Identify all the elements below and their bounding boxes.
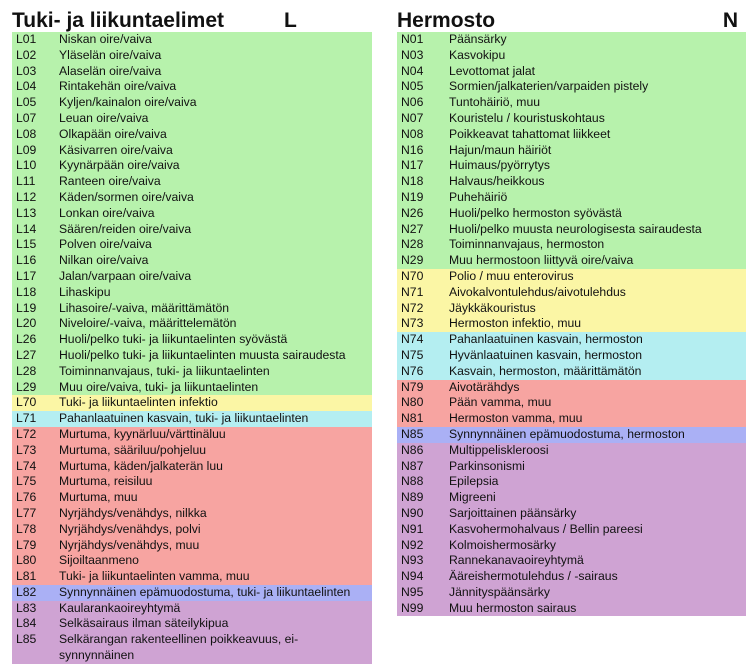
item-description: Kyynärpään oire/vaiva: [59, 158, 180, 173]
item-description: Selkärangan rakenteellinen poikkeavuus, ei-synnynnäinen: [59, 632, 299, 663]
list-item: [12, 348, 372, 364]
item-code: L12: [16, 189, 37, 204]
item-description: Polio / muu enterovirus: [449, 268, 574, 283]
item-code: L27: [16, 347, 37, 362]
list-item: [397, 143, 746, 159]
list-item: [397, 538, 746, 554]
item-code: L75: [16, 474, 37, 489]
list-item: [397, 237, 746, 253]
item-code: L02: [16, 47, 37, 62]
list-item: [12, 585, 372, 601]
item-code: L05: [16, 95, 37, 110]
item-description: Nyrjähdys/venähdys, polvi: [59, 521, 201, 536]
item-description: Leuan oire/vaiva: [59, 110, 149, 125]
item-description: Toiminnanvajaus, tuki- ja liikuntaelinten: [59, 363, 270, 378]
item-code: L19: [16, 300, 37, 315]
item-description: Multippeliskleroosi: [449, 442, 549, 457]
item-code: N70: [401, 268, 424, 283]
list-item: [12, 237, 372, 253]
item-description: Nilkan oire/vaiva: [59, 253, 149, 268]
list-item: [397, 206, 746, 222]
item-code: L26: [16, 332, 37, 347]
item-description: Muu hermostoon liittyvä oire/vaiva: [449, 253, 634, 268]
panel-code: L: [284, 9, 297, 32]
item-code: N76: [401, 363, 424, 378]
list-item: [12, 253, 372, 269]
list-item: [397, 443, 746, 459]
item-description: Tuntohäiriö, muu: [449, 95, 541, 110]
list-item: [12, 158, 372, 174]
item-description: Huoli/pelko tuki- ja liikuntaelinten muusta sairaudesta: [59, 347, 346, 362]
panel-title: Hermosto: [397, 9, 496, 32]
list-item: [12, 427, 372, 443]
item-code: N01: [401, 32, 424, 46]
item-description: Halvaus/heikkous: [449, 174, 545, 189]
list-item: [12, 79, 372, 95]
list-item: [12, 316, 372, 332]
list-item: [397, 474, 746, 490]
item-description: Jännityspäänsärky: [449, 584, 550, 599]
item-description: Nyrjähdys/venähdys, muu: [59, 537, 200, 552]
item-description: Rannekanavaoireyhtymä: [449, 553, 584, 568]
item-description: Murtuma, sääriluu/pohjeluu: [59, 442, 207, 457]
list-item: [397, 395, 746, 411]
item-code: L07: [16, 110, 37, 125]
item-description: Parkinsonismi: [449, 458, 525, 473]
item-description: Kouristelu / kouristuskohtaus: [449, 110, 605, 125]
list-item: [12, 459, 372, 475]
item-code: N08: [401, 126, 424, 141]
list-item: [397, 32, 746, 48]
item-code: L03: [16, 63, 37, 78]
panel-header: [12, 0, 372, 32]
list-item: [397, 411, 746, 427]
list-item: [12, 364, 372, 380]
item-code: N27: [401, 221, 424, 236]
panel-header: [397, 0, 746, 32]
list-item: [12, 443, 372, 459]
list-item: [397, 253, 746, 269]
list-item: [397, 364, 746, 380]
item-description: Muu hermoston sairaus: [449, 600, 577, 615]
list-item: [397, 222, 746, 238]
item-description: Päänsärky: [449, 32, 507, 46]
list-item: [397, 601, 746, 617]
item-description: Säären/reiden oire/vaiva: [59, 221, 192, 236]
item-code: L77: [16, 505, 37, 520]
item-code: L10: [16, 158, 37, 173]
list-item: [12, 222, 372, 238]
item-code: N05: [401, 79, 424, 94]
item-code: L01: [16, 32, 37, 46]
list-item: [397, 332, 746, 348]
item-description: Olkapään oire/vaiva: [59, 126, 167, 141]
item-code: N80: [401, 395, 424, 410]
item-code: L74: [16, 458, 37, 473]
item-description: Aivotärähdys: [449, 379, 520, 394]
panel-title: Tuki- ja liikuntaelimet: [12, 9, 224, 32]
item-code: L14: [16, 221, 37, 236]
list-item: [12, 143, 372, 159]
item-description: Hajun/maun häiriöt: [449, 142, 552, 157]
list-item: [397, 79, 746, 95]
item-code: N88: [401, 474, 424, 489]
list-item: [397, 569, 746, 585]
item-description: Muu oire/vaiva, tuki- ja liikuntaelinten: [59, 379, 259, 394]
musculoskeletal-panel: [12, 0, 372, 664]
list-item: [12, 522, 372, 538]
item-code: N29: [401, 253, 424, 268]
item-code: L85: [16, 632, 37, 647]
item-code: L04: [16, 79, 37, 94]
item-description: Tuki- ja liikuntaelinten vamma, muu: [59, 569, 250, 584]
item-description: Kasvohermohalvaus / Bellin pareesi: [449, 521, 643, 536]
item-code: N75: [401, 347, 424, 362]
item-code: L18: [16, 284, 37, 299]
item-code: L16: [16, 253, 37, 268]
list-item: [397, 316, 746, 332]
item-description: Puhehäiriö: [449, 189, 508, 204]
item-description: Levottomat jalat: [449, 63, 536, 78]
item-description: Toiminnanvajaus, hermoston: [449, 237, 605, 252]
item-code: L15: [16, 237, 37, 252]
list-item: [397, 190, 746, 206]
item-description: Rintakehän oire/vaiva: [59, 79, 177, 94]
item-code: N81: [401, 411, 424, 426]
list-item: [12, 206, 372, 222]
list-item: [397, 158, 746, 174]
item-description: Epilepsia: [449, 474, 499, 489]
list-item: [12, 569, 372, 585]
item-code: N28: [401, 237, 424, 252]
item-description: Pahanlaatuinen kasvain, tuki- ja liikuntaelinten: [59, 411, 309, 426]
item-code: N89: [401, 490, 424, 505]
list-item: [397, 490, 746, 506]
item-code: N04: [401, 63, 424, 78]
item-description: Jalan/varpaan oire/vaiva: [59, 268, 192, 283]
item-description: Kolmoishermosärky: [449, 537, 557, 552]
item-description: Alaselän oire/vaiva: [59, 63, 162, 78]
item-description: Pahanlaatuinen kasvain, hermoston: [449, 332, 643, 347]
item-code: N93: [401, 553, 424, 568]
item-description: Synnynnäinen epämuodostuma, tuki- ja liikuntaelinten: [59, 584, 351, 599]
item-description: Huimaus/pyörrytys: [449, 158, 550, 173]
item-description: Sijoiltaanmeno: [59, 553, 139, 568]
list-item: [12, 553, 372, 569]
list-item: [12, 32, 372, 48]
item-description: Niskan oire/vaiva: [59, 32, 152, 46]
list-item: [12, 111, 372, 127]
list-item: [12, 174, 372, 190]
panel-code: N: [722, 9, 738, 32]
item-code: L70: [16, 395, 37, 410]
code-list: [12, 32, 372, 664]
item-code: N99: [401, 600, 424, 615]
item-description: Sarjoittainen päänsärky: [449, 505, 577, 520]
list-item: [12, 301, 372, 317]
item-description: Murtuma, käden/jalkaterän luu: [59, 458, 223, 473]
list-item: [12, 601, 372, 617]
item-description: Aivokalvontulehdus/aivotulehdus: [449, 284, 626, 299]
list-item: [12, 190, 372, 206]
item-description: Lihasoire/-vaiva, määrittämätön: [59, 300, 230, 315]
item-description: Jäykkäkouristus: [449, 300, 536, 315]
list-item: [397, 553, 746, 569]
list-item: [12, 48, 372, 64]
list-item: [12, 332, 372, 348]
list-item: [12, 269, 372, 285]
list-item: [12, 632, 372, 664]
list-item: [397, 585, 746, 601]
list-item: [397, 127, 746, 143]
item-code: L79: [16, 537, 37, 552]
item-code: L78: [16, 521, 37, 536]
item-description: Nyrjähdys/venähdys, nilkka: [59, 505, 207, 520]
item-code: L84: [16, 616, 37, 631]
item-code: N72: [401, 300, 424, 315]
item-code: N18: [401, 174, 424, 189]
list-item: [397, 506, 746, 522]
item-code: L20: [16, 316, 37, 331]
item-code: N71: [401, 284, 424, 299]
list-item: [397, 522, 746, 538]
item-code: N74: [401, 332, 424, 347]
list-item: [397, 269, 746, 285]
list-item: [12, 474, 372, 490]
item-code: N91: [401, 521, 424, 536]
item-description: Murtuma, reisiluu: [59, 474, 153, 489]
list-item: [12, 506, 372, 522]
item-code: L17: [16, 268, 37, 283]
list-item: [397, 348, 746, 364]
item-description: Polven oire/vaiva: [59, 237, 152, 252]
item-code: L82: [16, 584, 37, 599]
item-code: N92: [401, 537, 424, 552]
item-description: Kaularankaoireyhtymä: [59, 600, 181, 615]
item-code: L28: [16, 363, 37, 378]
item-code: N17: [401, 158, 424, 173]
item-description: Selkäsairaus ilman säteilykipua: [59, 616, 229, 631]
list-item: [397, 64, 746, 80]
item-code: L73: [16, 442, 37, 457]
item-description: Hermoston vamma, muu: [449, 411, 583, 426]
item-code: L72: [16, 426, 37, 441]
item-description: Synnynnäinen epämuodostuma, hermoston: [449, 426, 685, 441]
list-item: [12, 127, 372, 143]
item-code: L83: [16, 600, 37, 615]
list-item: [397, 380, 746, 396]
item-code: N86: [401, 442, 424, 457]
item-description: Ääreishermotulehdus / -sairaus: [449, 569, 618, 584]
item-code: L09: [16, 142, 37, 157]
item-code: N19: [401, 189, 424, 204]
item-code: L11: [16, 174, 36, 189]
item-description: Murtuma, kyynärluu/värttinäluu: [59, 426, 226, 441]
item-code: L08: [16, 126, 37, 141]
list-item: [397, 174, 746, 190]
item-code: N07: [401, 110, 424, 125]
item-description: Kasvain, hermoston, määrittämätön: [449, 363, 642, 378]
nervous-system-panel: [397, 0, 746, 616]
item-description: Lonkan oire/vaiva: [59, 205, 155, 220]
item-description: Tuki- ja liikuntaelinten infektio: [59, 395, 218, 410]
list-item: [12, 538, 372, 554]
list-item: [397, 459, 746, 475]
item-code: N16: [401, 142, 424, 157]
item-code: N06: [401, 95, 424, 110]
item-code: N26: [401, 205, 424, 220]
item-description: Lihaskipu: [59, 284, 111, 299]
item-code: N85: [401, 426, 424, 441]
list-item: [397, 48, 746, 64]
list-item: [12, 411, 372, 427]
item-description: Ranteen oire/vaiva: [59, 174, 161, 189]
item-description: Niveloire/-vaiva, määrittelemätön: [59, 316, 237, 331]
list-item: [12, 395, 372, 411]
item-description: Poikkeavat tahattomat liikkeet: [449, 126, 611, 141]
list-item: [12, 95, 372, 111]
list-item: [12, 64, 372, 80]
item-description: Hyvänlaatuinen kasvain, hermoston: [449, 347, 643, 362]
item-description: Käden/sormen oire/vaiva: [59, 189, 194, 204]
item-description: Sormien/jalkaterien/varpaiden pistely: [449, 79, 649, 94]
item-description: Yläselän oire/vaiva: [59, 47, 162, 62]
item-code: N87: [401, 458, 424, 473]
item-description: Huoli/pelko hermoston syövästä: [449, 205, 622, 220]
item-description: Hermoston infektio, muu: [449, 316, 582, 331]
item-description: Pään vamma, muu: [449, 395, 552, 410]
item-code: N95: [401, 584, 424, 599]
item-code: N94: [401, 569, 424, 584]
list-item: [397, 427, 746, 443]
item-code: L81: [16, 569, 37, 584]
item-code: L80: [16, 553, 37, 568]
list-item: [12, 380, 372, 396]
item-code: N79: [401, 379, 424, 394]
list-item: [397, 301, 746, 317]
item-description: Kyljen/kainalon oire/vaiva: [59, 95, 197, 110]
item-code: N90: [401, 505, 424, 520]
list-item: [397, 285, 746, 301]
list-item: [397, 111, 746, 127]
item-description: Kasvokipu: [449, 47, 506, 62]
code-list: [397, 32, 746, 616]
item-code: L71: [16, 411, 37, 426]
item-code: L29: [16, 379, 37, 394]
item-code: L13: [16, 205, 37, 220]
list-item: [12, 285, 372, 301]
item-code: N03: [401, 47, 424, 62]
item-description: Huoli/pelko tuki- ja liikuntaelinten syövästä: [59, 332, 288, 347]
item-code: L76: [16, 490, 37, 505]
item-description: Migreeni: [449, 490, 496, 505]
item-description: Huoli/pelko muusta neurologisesta sairaudesta: [449, 221, 702, 236]
item-description: Murtuma, muu: [59, 490, 138, 505]
list-item: [397, 95, 746, 111]
list-item: [12, 616, 372, 632]
list-item: [12, 490, 372, 506]
item-description: Käsivarren oire/vaiva: [59, 142, 173, 157]
item-code: N73: [401, 316, 424, 331]
